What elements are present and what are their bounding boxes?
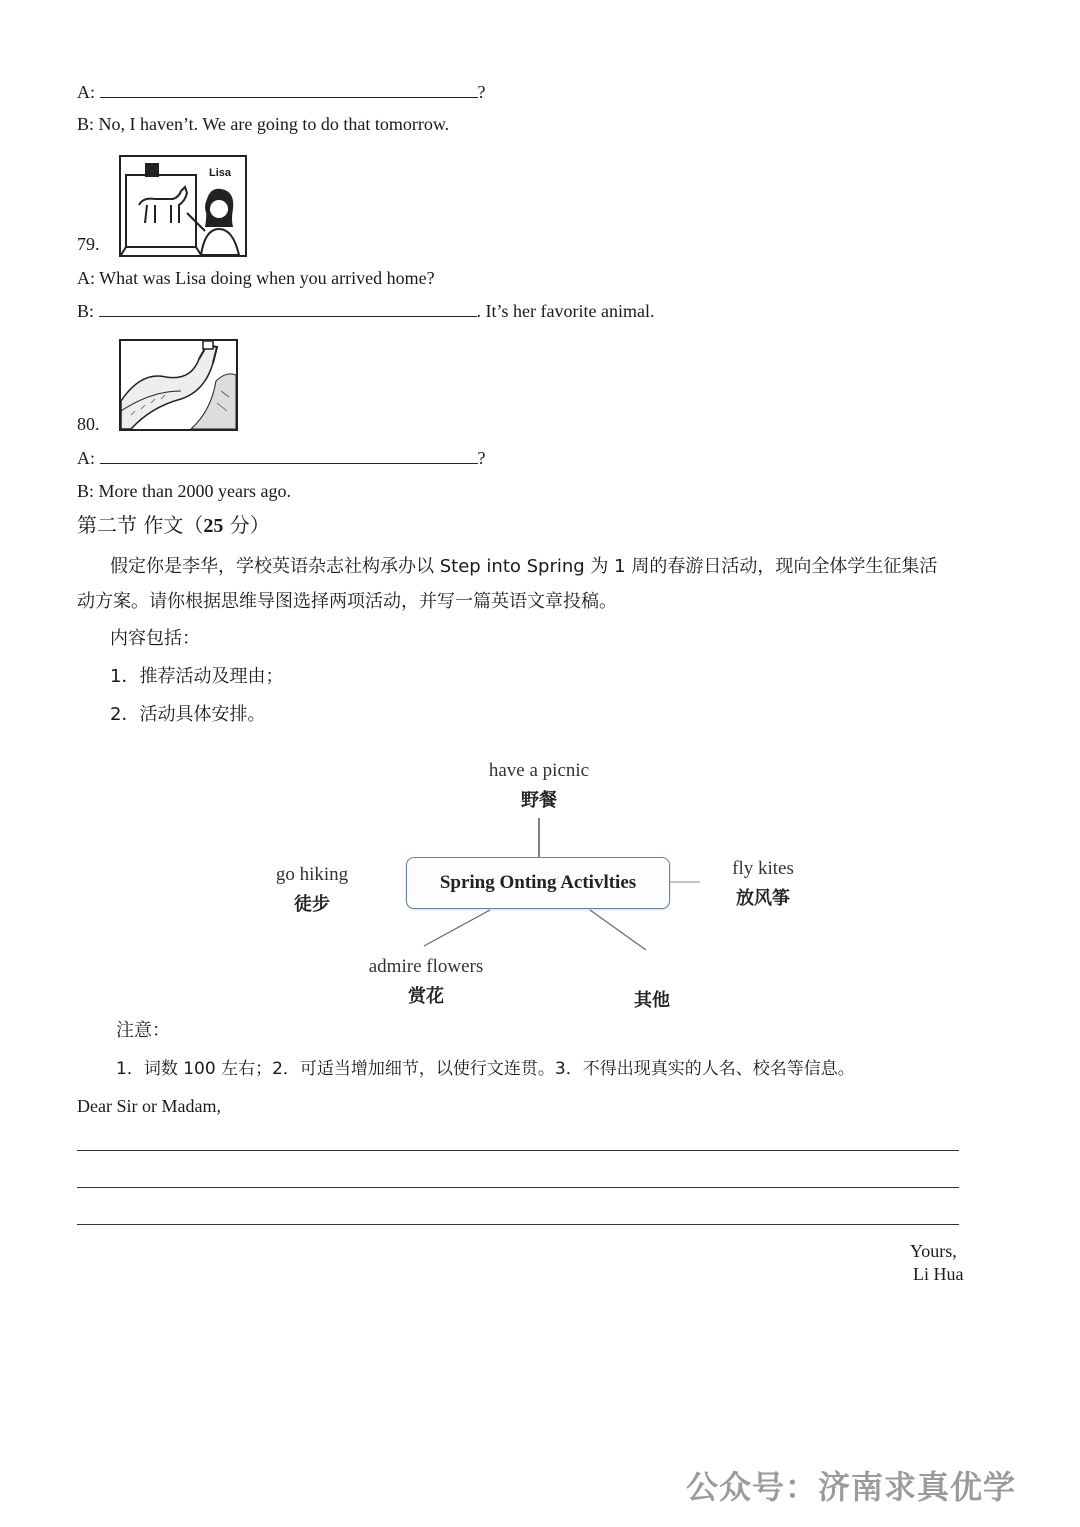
writing-line-2[interactable] [77, 1187, 959, 1188]
task-paragraph-line1: 假定你是李华，学校英语杂志社构承办以 Step into Spring 为 1 周的春游日活动，现向全体学生征集活 [110, 556, 938, 577]
content-item-1: 1．推荐活动及理由； [110, 666, 284, 687]
picnic-zh: 野餐 [521, 790, 557, 811]
q78-a-prefix: A: [77, 82, 95, 102]
notes-label: 注意： [116, 1020, 170, 1041]
section-title-end: 分） [223, 513, 270, 537]
q78-line-b: B: No, I haven’t. We are going to do that tomorrow. [77, 114, 450, 134]
content-item-2: 2．活动具体安排。 [110, 704, 266, 725]
letter-signature: Li Hua [913, 1264, 964, 1284]
section-score: 25 [203, 515, 224, 537]
mindmap-node-hiking [262, 864, 362, 916]
writing-line-3[interactable] [77, 1224, 959, 1225]
flowers-en: admire flowers [368, 956, 484, 977]
watermark-text: 公众号：济南求真优学 [685, 1468, 1016, 1506]
q78-a-suffix: ? [477, 82, 486, 102]
mindmap-center-label: Spring Onting Activlties [439, 872, 637, 893]
q80-a-prefix: A: [77, 448, 95, 468]
q79-b-suffix: . It’s her favorite animal. [476, 301, 655, 321]
kites-zh: 放风筝 [736, 888, 790, 909]
q80-line-b: B: More than 2000 years ago. [77, 481, 291, 501]
task-paragraph-line2: 动方案。请你根据思维导图选择两项活动，并写一篇英语文章投稿。 [77, 591, 617, 612]
kites-en: fly kites [732, 858, 794, 879]
mindmap-center-box [406, 857, 670, 909]
flowers-zh: 赏花 [408, 986, 444, 1007]
picnic-en: have a picnic [488, 760, 590, 781]
writing-line-1[interactable] [77, 1150, 959, 1151]
other-zh: 其他 [634, 990, 670, 1011]
q80-a-suffix: ? [477, 448, 486, 468]
q80-number: 80. [77, 414, 100, 434]
mindmap-node-kites [718, 858, 808, 910]
hiking-zh: 徒步 [294, 894, 330, 915]
content-label: 内容包括： [110, 628, 200, 649]
letter-greeting: Dear Sir or Madam, [77, 1096, 221, 1116]
mindmap-node-picnic [468, 760, 610, 812]
q79-number: 79. [77, 234, 100, 254]
mindmap-node-other [612, 982, 692, 1012]
q79-b-prefix: B: [77, 301, 95, 321]
letter-closing: Yours, [910, 1241, 957, 1261]
section-title-text: 第二节 作文（ [77, 513, 204, 537]
notes-text: 1．词数 100 左右；2．可适当增加细节，以使行文连贯。3．不得出现真实的人名、校名等信息。 [116, 1059, 855, 1079]
q79-picture-label: Lisa [209, 167, 232, 179]
q79-line-a: A: What was Lisa doing when you arrived home? [77, 268, 435, 288]
mindmap-node-flowers [356, 956, 496, 1008]
hiking-en: go hiking [275, 864, 349, 885]
